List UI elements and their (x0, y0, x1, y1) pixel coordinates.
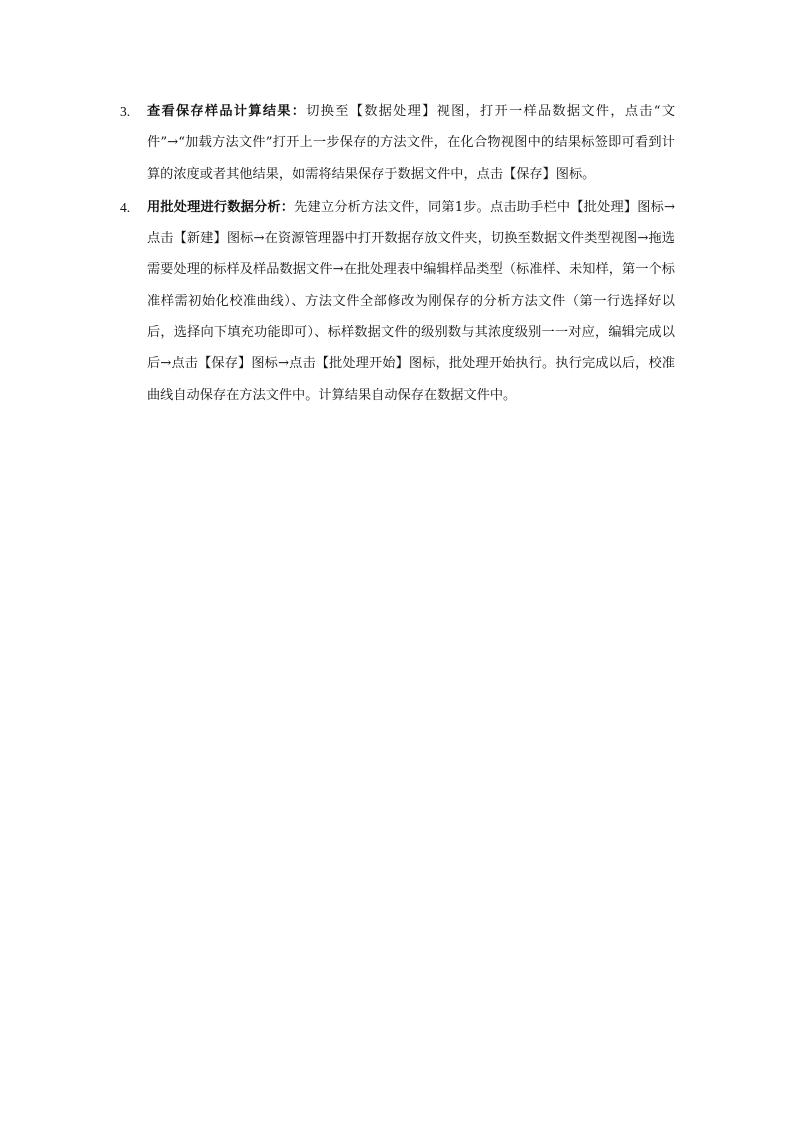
numbered-list (0, 96, 793, 413)
list-item-4 (120, 192, 676, 411)
list-item-body: 先建立分析方法文件，同第1步。点击助手栏中【批处理】图标→点击【新建】图标→在资源管理器中打开数据存放文件夹，切换至数据文件类型视图→拖选需要处理的标样及样品数据文件→在批处理表中编辑样品类型（标准样、未知样，第一个标准样需初始化校准曲线）、方法文件全部修改为刚保存的分析方法文件（第一行选择好以后，选择向下填充功能即可）、标样数据文件的级别数与其浓度级别一一对应，编辑完成以后→点击【保存】图标→点击【批处理开始】图标，批处理开始执行。执行完成以后，校准曲线自动保存在方法文件中。计算结果自动保存在数据文件中。 (147, 199, 676, 403)
list-item-title: 查看保存样品计算结果： (147, 104, 307, 119)
list-item-number: 4. (120, 199, 131, 215)
list-item-3 (120, 96, 676, 190)
list-item-number: 3. (120, 104, 131, 119)
list-item-body: 切换至【数据处理】视图，打开一样品数据文件，点击“文件”→“加载方法文件”打开上一步保存的方法文件，在化合物视图中的结果标签即可看到计算的浓度或者其他结果，如需将结果保存于数据文件中，点击【保存】图标。 (147, 104, 676, 182)
list-item-title: 用批处理进行数据分析： (147, 199, 295, 215)
